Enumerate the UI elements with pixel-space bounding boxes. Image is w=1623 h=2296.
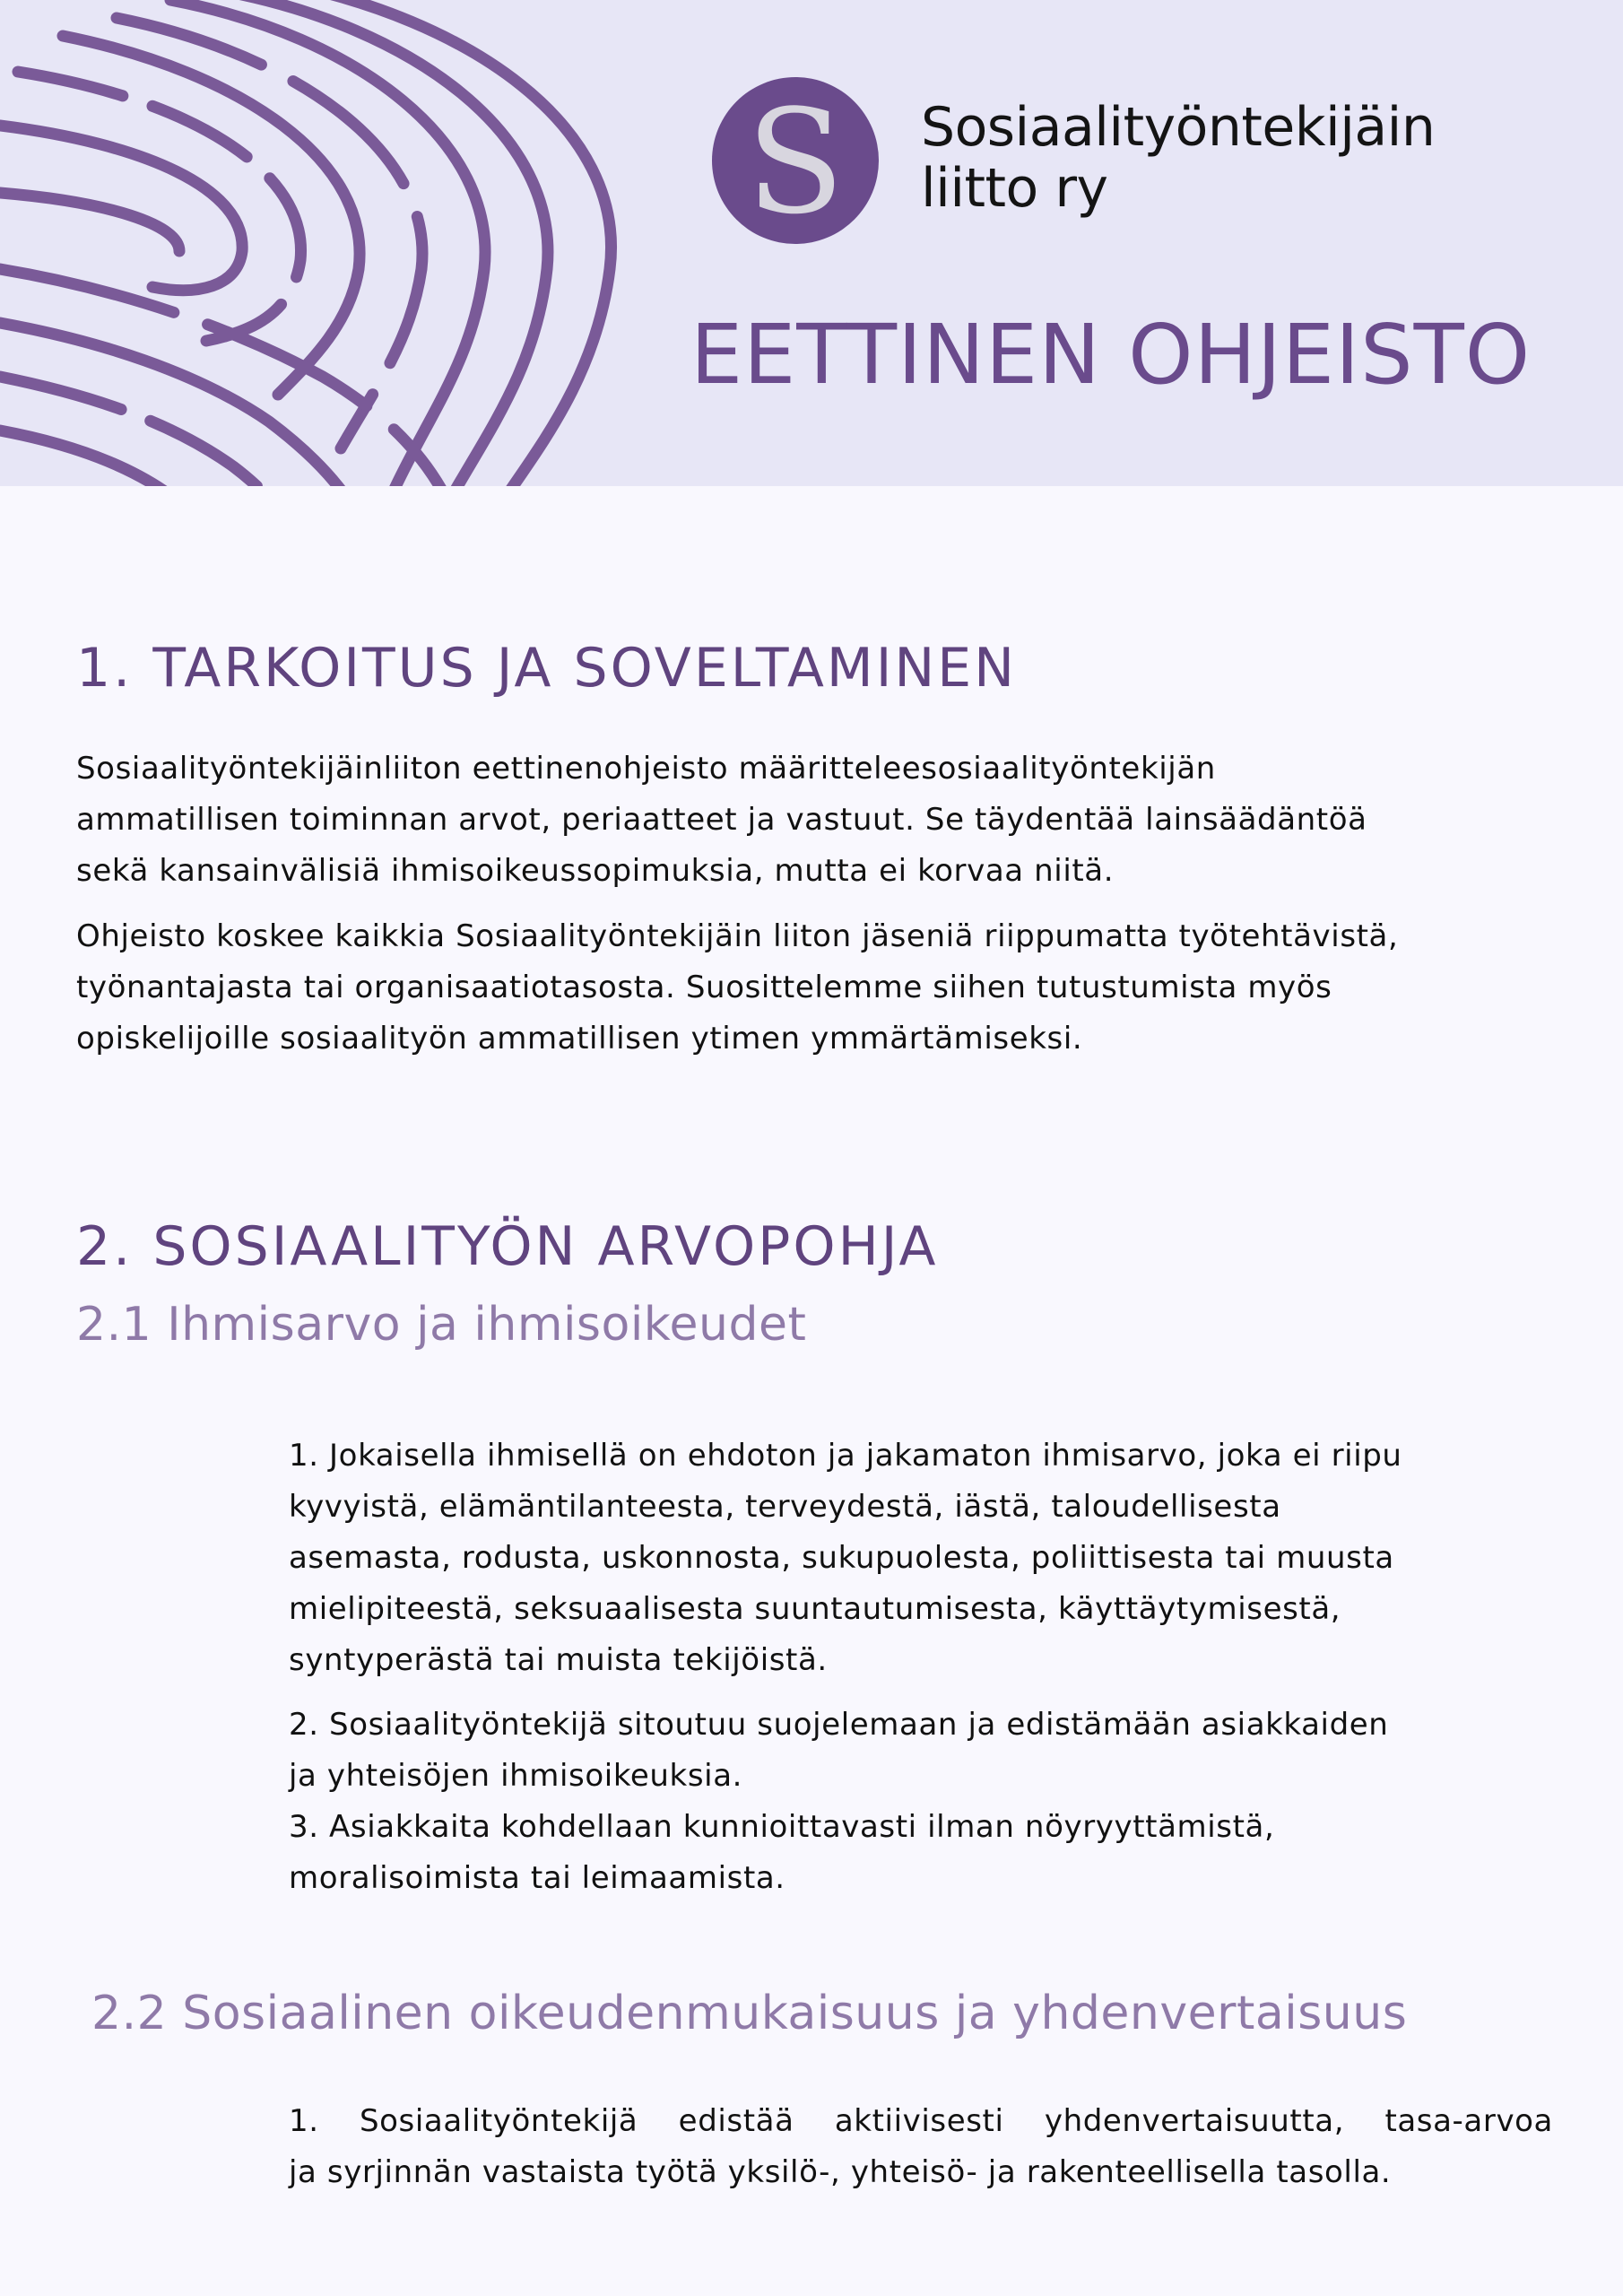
- org-name: [921, 97, 1435, 219]
- svg-text:S: S: [746, 78, 845, 244]
- section1-paragraph2: Ohjeisto koskee kaikkia Sosiaalityöntekijäin liiton jäseniä riippumatta työtehtävistä, työnantajasta tai organisaatiotasosta. Suosittelemme siihen tutustumista myös opiskelijoille sosiaalityön ammatillisen ytimen ymmärtämiseksi.: [76, 918, 1399, 1057]
- fingerprint-graphic: [0, 0, 646, 486]
- subsection-2-1-item3: 3. Asiakkaita kohdellaan kunnioittavasti ilman nöyryyttämistä, moralisoimista tai leimaamista.: [289, 1809, 1275, 1896]
- org-name-line2: liitto ry: [921, 157, 1108, 220]
- subsection-2-1-item2: 2. Sosiaalityöntekijä sitoutuu suojelemaan ja edistämään asiakkaiden ja yhteisöjen ihmisoikeuksia.: [289, 1707, 1389, 1794]
- subsection-2-1-heading: 2.1 Ihmisarvo ja ihmisoikeudet: [76, 1298, 807, 1352]
- org-name-line1: Sosiaalityöntekijäin: [921, 96, 1436, 159]
- section2-heading: 2. SOSIAALITYÖN ARVOPOHJA: [76, 1215, 939, 1278]
- header-band: [0, 0, 1623, 486]
- subsection-2-2-heading: 2.2 Sosiaalinen oikeudenmukaisuus ja yhdenvertaisuus: [91, 1987, 1408, 2040]
- subsection-2-1-item1: 1. Jokaisella ihmisellä on ehdoton ja jakamaton ihmisarvo, joka ei riipu kyvyistä, elämäntilanteesta, terveydestä, iästä, taloudellisesta asemasta, rodusta, uskonnosta, sukupuolesta, poliittisesta tai muusta mielipiteestä, seksuaalisesta suuntautumisesta, käyttäytymisestä, syntyperästä tai muista tekijöistä.: [289, 1438, 1402, 1678]
- document-title: EETTINEN OHJEISTO: [690, 307, 1532, 403]
- logo-icon: [712, 77, 879, 244]
- section1-paragraph1: Sosiaalityöntekijäinliiton eettinenohjeisto määritteleesosiaalityöntekijän ammatillisen toiminnan arvot, periaatteet ja vastuut. Se täydentää lainsäädäntöä sekä kansainvälisiä ihmisoikeussopimuksia, mutta ei korvaa niitä.: [76, 751, 1367, 889]
- section1-heading: 1. TARKOITUS JA SOVELTAMINEN: [76, 637, 1018, 700]
- subsection-2-2-item1: 1. Sosiaalityöntekijä edistää aktiivisesti yhdenvertaisuutta, tasa-arvoa ja syrjinnän vastaista työtä yksilö-, yhteisö- ja rakenteellisella tasolla.: [289, 2103, 1553, 2190]
